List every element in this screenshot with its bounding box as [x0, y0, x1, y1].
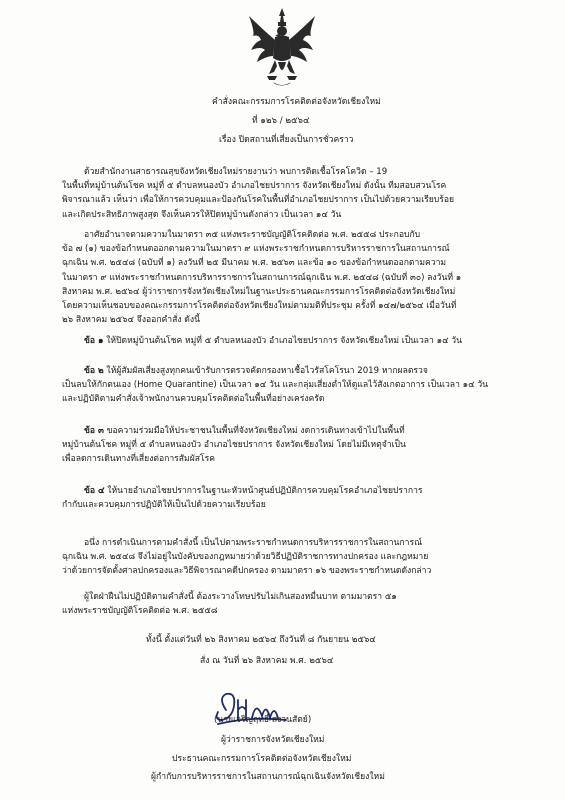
clause-2	[62, 364, 488, 407]
authority-line: ในมาตรา ๙ แห่งพระราชกำหนดการบริหารราชการในสถานการณ์ฉุกเฉิน พ.ศ. ๒๕๔๘ (ฉบับที่ ๓๐) ลงวันที่ ๑	[62, 272, 462, 283]
intro-line: ด้วยสำนักงานสาธารณสุขจังหวัดเชียงใหม่รายงานว่า พบการติดเชื้อโรคโควิด – 19	[84, 167, 388, 177]
authority-line: สิงหาคม พ.ศ. ๒๕๖๔ ผู้ว่าราชการจังหวัดเชียงใหม่ในฐานะประธานคณะกรรมการโรคติดต่อจังหวัดเชียงใหม่	[62, 286, 456, 297]
order-number: ที่ ๑๒๖ / ๒๕๖๔	[252, 116, 310, 126]
clause-2-line: ให้ผู้สัมผัสเสี่ยงสูงทุกคนเข้ารับการตรวจคัดกรองหาเชื้อไวรัสโคโรนา 2019 หากผลตรวจ	[103, 366, 428, 376]
authority-line: โดยความเห็นชอบของคณะกรรมการโรคติดต่อจังหวัดเชียงใหม่ตามมติที่ประชุม ครั้งที่ ๑๔๗/๒๕๖๔ เมื่อวันที่	[62, 301, 457, 312]
legal-line: อนึ่ง การดำเนินการตามคำสั่งนี้ เป็นไปตามพระราชกำหนดการบริหารราชการในสถานการณ์	[84, 538, 423, 548]
legal-line: ว่าด้วยการจัดตั้งศาลปกครองและวิธีพิจารณาคดีปกครอง ตามมาตรา ๑๖ ของพระราชกำหนดดังกล่าว	[62, 566, 432, 577]
authority-line: ๒๖ สิงหาคม ๒๕๖๔ จึงออกคำสั่ง ดังนี้	[62, 315, 200, 326]
signatory-title: ประธานคณะกรรมการโรคติดต่อจังหวัดเชียงใหม่	[172, 754, 352, 764]
authority-line: ข้อ ๗ (๑) ของข้อกำหนดออกตามความในมาตรา ๙ แห่งพระราชกำหนดการบริหารราชการในสถานการณ์	[62, 244, 450, 255]
clause-1-text: ให้ปิดหมู่บ้านต้นโชค หมู่ที่ ๕ ตำบลหนองบัว อำเภอไชยปราการ จังหวัดเชียงใหม่ เป็นเวลา ๑๔ วัน	[103, 336, 463, 346]
clause-2-label: ข้อ ๒	[84, 366, 104, 376]
penalty-paragraph	[62, 590, 397, 618]
authority-line: ฉุกเฉิน พ.ศ. ๒๕๔๘ (ฉบับที่ ๑) ลงวันที่ ๒๕ มีนาคม พ.ศ. ๒๕๖๓ และข้อ ๑๐ ของข้อกำหนดออกตามความ	[62, 258, 447, 269]
penalty-line: ผู้ใดฝ่าฝืนไม่ปฏิบัติตามคำสั่งนี้ ต้องระวางโทษปรับไม่เกินสองหมื่นบาท ตามมาตรา ๕๑	[84, 592, 397, 602]
legal-paragraph	[62, 536, 431, 579]
order-subject: เรื่อง ปิดสถานที่เสี่ยงเป็นการชั่วคราว	[219, 135, 354, 145]
clause-1-label: ข้อ ๑	[84, 336, 104, 346]
order-title: คำสั่งคณะกรรมการโรคติดต่อจังหวัดเชียงใหม่	[212, 97, 381, 107]
clause-2-line: เป็นลบให้กักตนเอง (Home Quarantine) เป็นเวลา ๑๔ วัน และกลุ่มเสี่ยงต่ำให้ดูแลไว้สังเกตอาการ เป็นเวลา ๑๔ วัน	[62, 380, 489, 391]
clause-3-label: ข้อ ๓	[84, 426, 104, 436]
clause-4-line: กำกับและควบคุมการปฏิบัติให้เป็นไปด้วยความเรียบร้อย	[62, 500, 266, 511]
intro-line: พิจารณาแล้ว เห็นว่า เพื่อให้การควบคุมและป้องกันโรคในพื้นที่อำเภอไชยปราการ เป็นไปด้วยความเรียบร้อย	[62, 195, 455, 206]
clause-3	[62, 424, 406, 467]
signatory-title: ผู้กำกับการบริหารราชการในสถานการณ์ฉุกเฉินจังหวัดเชียงใหม่	[151, 772, 385, 782]
authority-line: อาศัยอำนาจตามความในมาตรา ๓๕ แห่งพระราชบัญญัติโรคติดต่อ พ.ศ. ๒๕๕๘ ประกอบกับ	[84, 230, 421, 240]
intro-line: และเกิดประสิทธิภาพสูงสุด จึงเห็นควรให้ปิดหมู่บ้านดังกล่าว เป็นเวลา ๑๔ วัน	[62, 209, 342, 220]
clause-2-line: และปฏิบัติตามคำสั่งเจ้าพนักงานควบคุมโรคติดต่อในพื้นที่อย่างเคร่งครัด	[62, 394, 325, 405]
legal-line: ฉุกเฉิน พ.ศ. ๒๕๔๘ จึงไม่อยู่ในบังคับของกฎหมายว่าด้วยวิธีปฏิบัติราชการทางปกครอง และกฎหมาย	[62, 552, 429, 563]
authority-paragraph	[62, 228, 461, 327]
clause-3-line: เพื่อลดการเดินทางที่เสี่ยงต่อการสัมผัสโรค	[62, 454, 215, 465]
clause-4-label: ข้อ ๔	[84, 486, 105, 496]
clause-1	[62, 334, 462, 348]
clause-4	[62, 484, 423, 512]
clause-4-line: ให้นายอำเภอไชยปราการในฐานะหัวหน้าศูนย์ปฏิบัติการควบคุมโรคอำเภอไชยปราการ	[104, 486, 423, 496]
clause-3-line: ขอความร่วมมือให้ประชาชนในพื้นที่จังหวัดเชียงใหม่ งดการเดินทางเข้าไปในพื้นที่	[103, 426, 405, 436]
intro-line: ในพื้นที่หมู่บ้านต้นโชค หมู่ที่ ๕ ตำบลหนองบัว อำเภอไชยปราการ จังหวัดเชียงใหม่ ดังนั้น ทีมสอบสวนโรค	[62, 181, 447, 192]
signatory-title: ผู้ว่าราชการจังหวัดเชียงใหม่	[221, 735, 325, 745]
penalty-line: แห่งพระราชบัญญัติโรคติดต่อ พ.ศ. ๒๕๕๘	[62, 606, 218, 617]
effective-period: ทั้งนี้ ตั้งแต่วันที่ ๒๖ สิงหาคม ๒๕๖๔ ถึงวันที่ ๘ กันยายน ๒๕๖๔	[146, 635, 376, 645]
ordered-date: สั่ง ณ วันที่ ๒๖ สิงหาคม พ.ศ. ๒๕๖๔	[200, 656, 334, 666]
garuda-emblem-icon	[247, 6, 317, 88]
clause-3-line: หมู่บ้านต้นโชค หมู่ที่ ๕ ตำบลหนองบัว อำเภอไชยปราการ จังหวัดเชียงใหม่ โดยไม่มีเหตุจำเป็น	[62, 440, 406, 451]
signatory-name: (นายเจริญฤทธิ์ สงวนสัตย์)	[214, 715, 312, 725]
intro-paragraph	[62, 165, 454, 222]
